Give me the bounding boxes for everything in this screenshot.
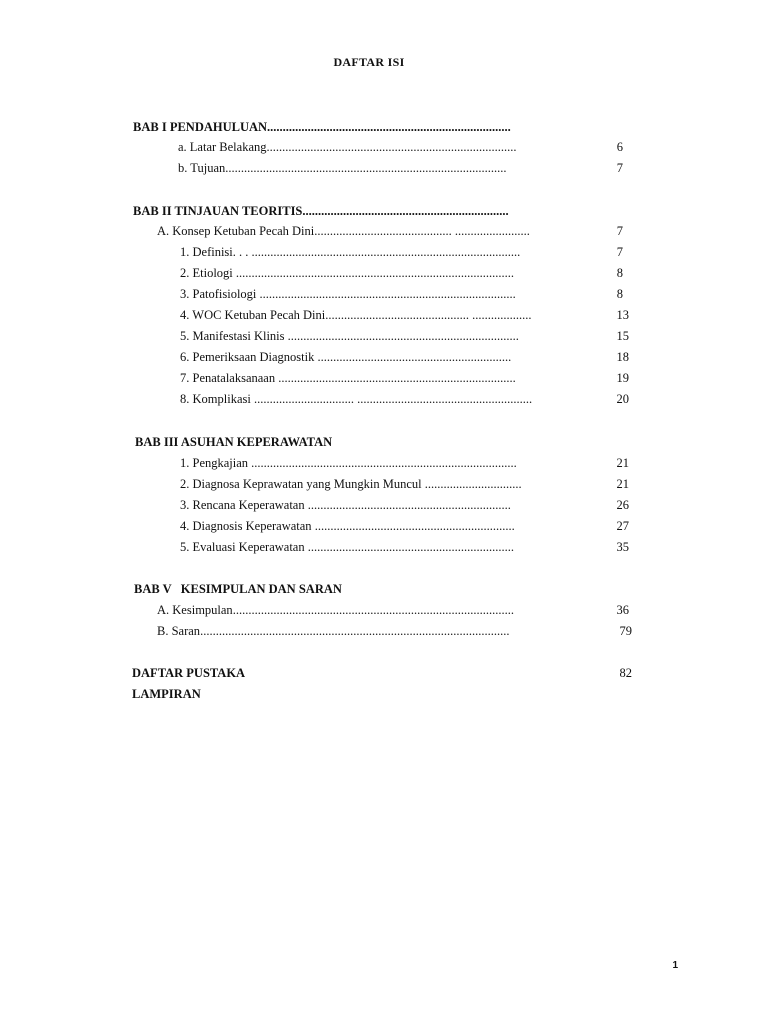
- toc-entry: [180, 370, 516, 386]
- lampiran-heading: LAMPIRAN: [132, 687, 201, 701]
- toc-page-number: 19: [616, 371, 629, 385]
- toc-entry: [180, 349, 511, 365]
- toc-page-number: 7: [616, 224, 623, 238]
- toc-entry-label: 3. Patofisiologi: [180, 287, 257, 301]
- toc-entry: [157, 602, 514, 618]
- toc-entry-label: 8. Komplikasi: [180, 392, 251, 406]
- toc-entry: [180, 518, 515, 534]
- chapter-heading-label: BAB V KESIMPULAN DAN SARAN: [134, 582, 342, 596]
- toc-entry: [180, 476, 522, 492]
- leader-dots: .........................................................................................: [235, 266, 515, 280]
- toc-entry-label: 7. Penatalaksanaan: [180, 371, 276, 385]
- toc-page-number: 7: [616, 245, 623, 259]
- toc-page-number: 13: [616, 308, 629, 322]
- leader-dots: ..............................................................: [314, 350, 512, 364]
- leader-dots: ..................................................................: [302, 204, 509, 218]
- toc-entry-label: 1. Definisi: [180, 245, 233, 259]
- page-number: 1: [672, 960, 678, 971]
- toc-page-number: 82: [619, 666, 632, 680]
- toc-entry-label: 5. Manifestasi Klinis: [180, 329, 285, 343]
- toc-page-number: 7: [616, 161, 623, 175]
- leader-dots: .............................................. ...................: [325, 308, 532, 322]
- toc-entry-label: 6. Pemeriksaan Diagnostik: [180, 350, 315, 364]
- toc-entry-label: 3. Rencana Keperawatan: [180, 498, 305, 512]
- toc-page-number: 79: [619, 624, 632, 638]
- toc-entry-label: A. Kesimpulan: [157, 603, 233, 617]
- leader-dots: ..........................................................................: [287, 329, 519, 343]
- leader-dots: ................................................................................: [266, 140, 517, 154]
- toc-entry: [180, 244, 520, 260]
- toc-entry-label: A. Konsep Ketuban Pecah Dini: [157, 224, 315, 238]
- toc-page-number: 27: [616, 519, 629, 533]
- toc-page-number: 26: [616, 498, 629, 512]
- toc-page-number: 36: [616, 603, 629, 617]
- leader-dots: ..................................................................................: [259, 287, 516, 301]
- toc-page-number: 35: [616, 540, 629, 554]
- leader-dots: ................................................................: [311, 519, 515, 533]
- leader-dots: ............................................ ........................: [314, 224, 530, 238]
- leader-dots: ............................................................................: [278, 371, 516, 385]
- leader-dots: . . . ......................................................................................: [232, 245, 521, 259]
- leader-dots: .....................................................................................: [248, 456, 517, 470]
- toc-page-number: 20: [616, 392, 629, 406]
- leader-dots: ..............................................................................: [267, 120, 511, 134]
- leader-dots: ...................................................................................................: [200, 624, 510, 638]
- daftar-pustaka-heading: DAFTAR PUSTAKA: [132, 666, 246, 680]
- toc-entry-label: 2. Diagnosa Keprawatan yang Mungkin Muncul: [180, 477, 422, 491]
- chapter-heading: [135, 434, 332, 450]
- chapter-heading-label: BAB I PENDAHULUAN: [133, 120, 268, 134]
- page-title: DAFTAR ISI: [333, 55, 405, 69]
- chapter-heading: [133, 119, 511, 135]
- toc-entry: [180, 497, 511, 513]
- toc-page-number: 6: [616, 140, 623, 154]
- toc-page-number: 8: [616, 266, 623, 280]
- chapter-heading: [133, 203, 509, 219]
- toc-entry: [180, 455, 517, 471]
- toc-entry: [180, 286, 516, 302]
- leader-dots: ..........................................................................................: [232, 603, 514, 617]
- toc-entry-label: 4. Diagnosis Keperawatan: [180, 519, 312, 533]
- leader-dots: ...............................: [421, 477, 522, 491]
- chapter-heading: [134, 581, 342, 597]
- toc-entry-label: 4. WOC Ketuban Pecah Dini: [180, 308, 326, 322]
- chapter-heading-label: BAB III ASUHAN KEPERAWATAN: [135, 435, 333, 449]
- toc-page-number: 18: [616, 350, 629, 364]
- toc-entry-label: B. Saran: [157, 624, 201, 638]
- toc-entry: [178, 139, 517, 155]
- toc-entry: [178, 160, 507, 176]
- toc-page-number: 8: [616, 287, 623, 301]
- toc-entry-label: b. Tujuan: [178, 161, 226, 175]
- leader-dots: ................................ ........................................................: [253, 392, 533, 406]
- toc-entry-label: 5. Evaluasi Keperawatan: [180, 540, 305, 554]
- toc-entry: [180, 307, 531, 323]
- toc-page-number: 21: [616, 456, 629, 470]
- toc-entry: [157, 223, 530, 239]
- toc-page-number: 15: [616, 329, 629, 343]
- toc-page-number: 21: [616, 477, 629, 491]
- leader-dots: ..................................................................: [304, 540, 514, 554]
- leader-dots: ..........................................................................................: [225, 161, 507, 175]
- toc-entry: [180, 539, 514, 555]
- toc-entry: [180, 265, 514, 281]
- toc-entry: [157, 623, 509, 639]
- toc-entry: [180, 328, 519, 344]
- toc-entry: [180, 391, 532, 407]
- toc-entry-label: a. Latar Belakang: [178, 140, 267, 154]
- chapter-heading-label: BAB II TINJAUAN TEORITIS: [133, 204, 303, 218]
- toc-entry-label: 1. Pengkajian: [180, 456, 249, 470]
- toc-entry-label: 2. Etiologi: [180, 266, 233, 280]
- leader-dots: .................................................................: [304, 498, 511, 512]
